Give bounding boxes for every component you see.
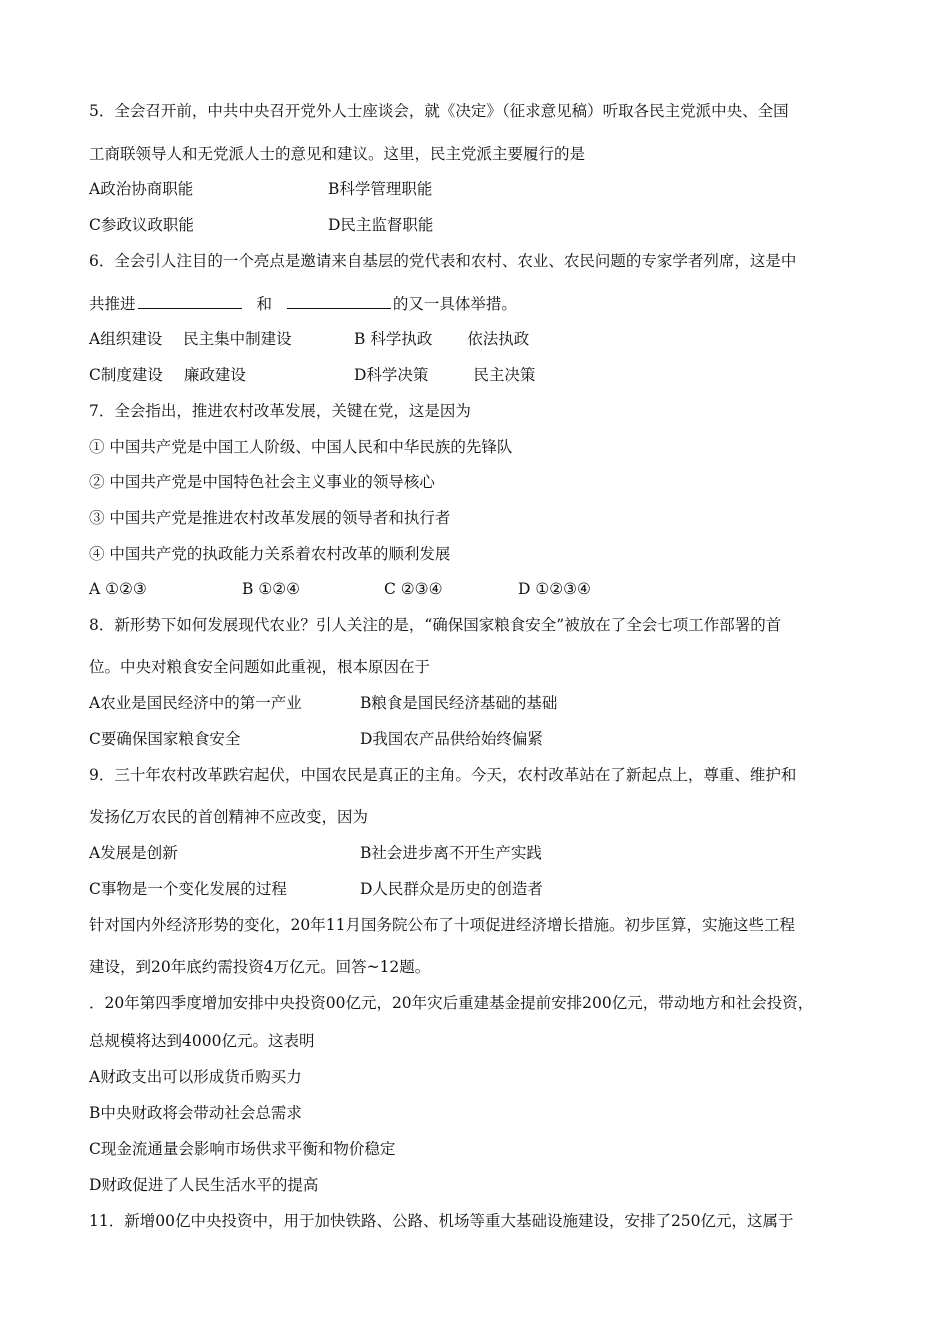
q7-item-1: ① 中国共产党是中国工人阶级、中国人民和中华民族的先锋队 [89,438,513,456]
q6-option-d [354,364,535,386]
q7-item-3: ③ 中国共产党是推进农村改革发展的领导者和执行者 [89,509,451,527]
q5-option-d: D民主监督职能 [328,216,434,234]
q6-option-c-second: 廉政建设 [183,366,246,384]
q5-option-b: B科学管理职能 [328,180,433,198]
q6-option-d-second: 民主决策 [473,366,536,384]
q9-option-a: A发展是创新 [89,844,178,862]
q10-option-d: D财政促进了人民生活水平的提高 [89,1176,319,1194]
q6-option-b-second: 依法执政 [467,330,530,348]
q6-stem-prefix: 共推进 [89,295,136,313]
q6-option-b [354,328,529,350]
q9-stem-line-1: 9．三十年农村改革跌宕起伏，中国农民是真正的主角。今天，农村改革站在了新起点上，尊重、维护和 [89,766,797,784]
q6-option-a-first: A组织建设 [89,330,163,348]
q6-stem-suffix: 的又一具体举措。 [392,295,517,313]
q10-stem-line-2: 总规模将达到4000亿元。这表明 [89,1032,315,1050]
q9-option-d: D人民群众是历史的创造者 [360,880,543,898]
q7-option-b: B ①②④ [242,580,301,598]
q7-option-a: A ①②③ [89,580,147,598]
material-line-2: 建设，到20年底约需投资4万亿元。回答~12题。 [89,958,431,976]
q8-stem-line-1: 8．新形势下如何发展现代农业？引人关注的是，“确保国家粮食安全”被放在了全会七项工作部署的首 [89,616,782,634]
q6-option-a [89,328,292,350]
q7-item-2: ② 中国共产党是中国特色社会主义事业的领导核心 [89,473,435,491]
q9-option-b: B社会进步离不开生产实践 [360,844,542,862]
q7-option-d: D ①②③④ [518,580,591,598]
q10-option-a: A财政支出可以形成货币购买力 [89,1068,302,1086]
fill-in-blank-1[interactable] [138,292,242,309]
q8-option-a: A农业是国民经济中的第一产业 [89,694,302,712]
q5-option-a: A政治协商职能 [89,180,194,198]
q6-stem-line-1: 6．全会引人注目的一个亮点是邀请来自基层的党代表和农村、农业、农民问题的专家学者列席，这是中 [89,252,797,270]
fill-in-blank-2[interactable] [287,292,391,309]
q6-option-b-first: B 科学执政 [354,330,433,348]
q10-option-b: B中央财政将会带动社会总需求 [89,1104,302,1122]
q6-stem-connector: 和 [256,295,272,313]
q8-option-d: D我国农产品供给始终偏紧 [360,730,543,748]
q6-option-c-first: C制度建设 [89,366,163,384]
q11-stem-line-1: 11．新增00亿中央投资中，用于加快铁路、公路、机场等重大基础设施建设，安排了250亿元，这属于 [89,1212,794,1230]
q8-stem-line-2: 位。中央对粮食安全问题如此重视，根本原因在于 [89,658,431,676]
q8-option-b: B粮食是国民经济基础的基础 [360,694,558,712]
q9-option-c: C事物是一个变化发展的过程 [89,880,287,898]
q6-option-c [89,364,246,386]
q7-stem: 7．全会指出，推进农村改革发展，关键在党，这是因为 [89,402,471,420]
q8-option-c: C要确保国家粮食安全 [89,730,241,748]
q7-option-c: C ②③④ [384,580,443,598]
q5-stem-line-1: 5．全会召开前，中共中央召开党外人士座谈会，就《决定》（征求意见稿）听取各民主党派中央、全国 [89,102,789,120]
q10-option-c: C现金流通量会影响市场供求平衡和物价稳定 [89,1140,396,1158]
q9-stem-line-2: 发扬亿万农民的首创精神不应改变，因为 [89,808,369,826]
q10-stem-line-1: ．20年第四季度增加安排中央投资00亿元，20年灾后重建基金提前安排200亿元，带动地方和社会投资， [89,994,814,1012]
material-line-1: 针对国内外经济形势的变化，20年11月国务院公布了十项促进经济增长措施。初步匡算，实施这些工程 [89,916,795,934]
q6-stem-line-2 [89,292,517,315]
q6-option-d-first: D科学决策 [354,366,429,384]
q5-option-c: C参政议政职能 [89,216,194,234]
q6-option-a-second: 民主集中制建设 [183,330,292,348]
q5-stem-line-2: 工商联领导人和无党派人士的意见和建议。这里，民主党派主要履行的是 [89,145,586,163]
q7-item-4: ④ 中国共产党的执政能力关系着农村改革的顺利发展 [89,545,451,563]
